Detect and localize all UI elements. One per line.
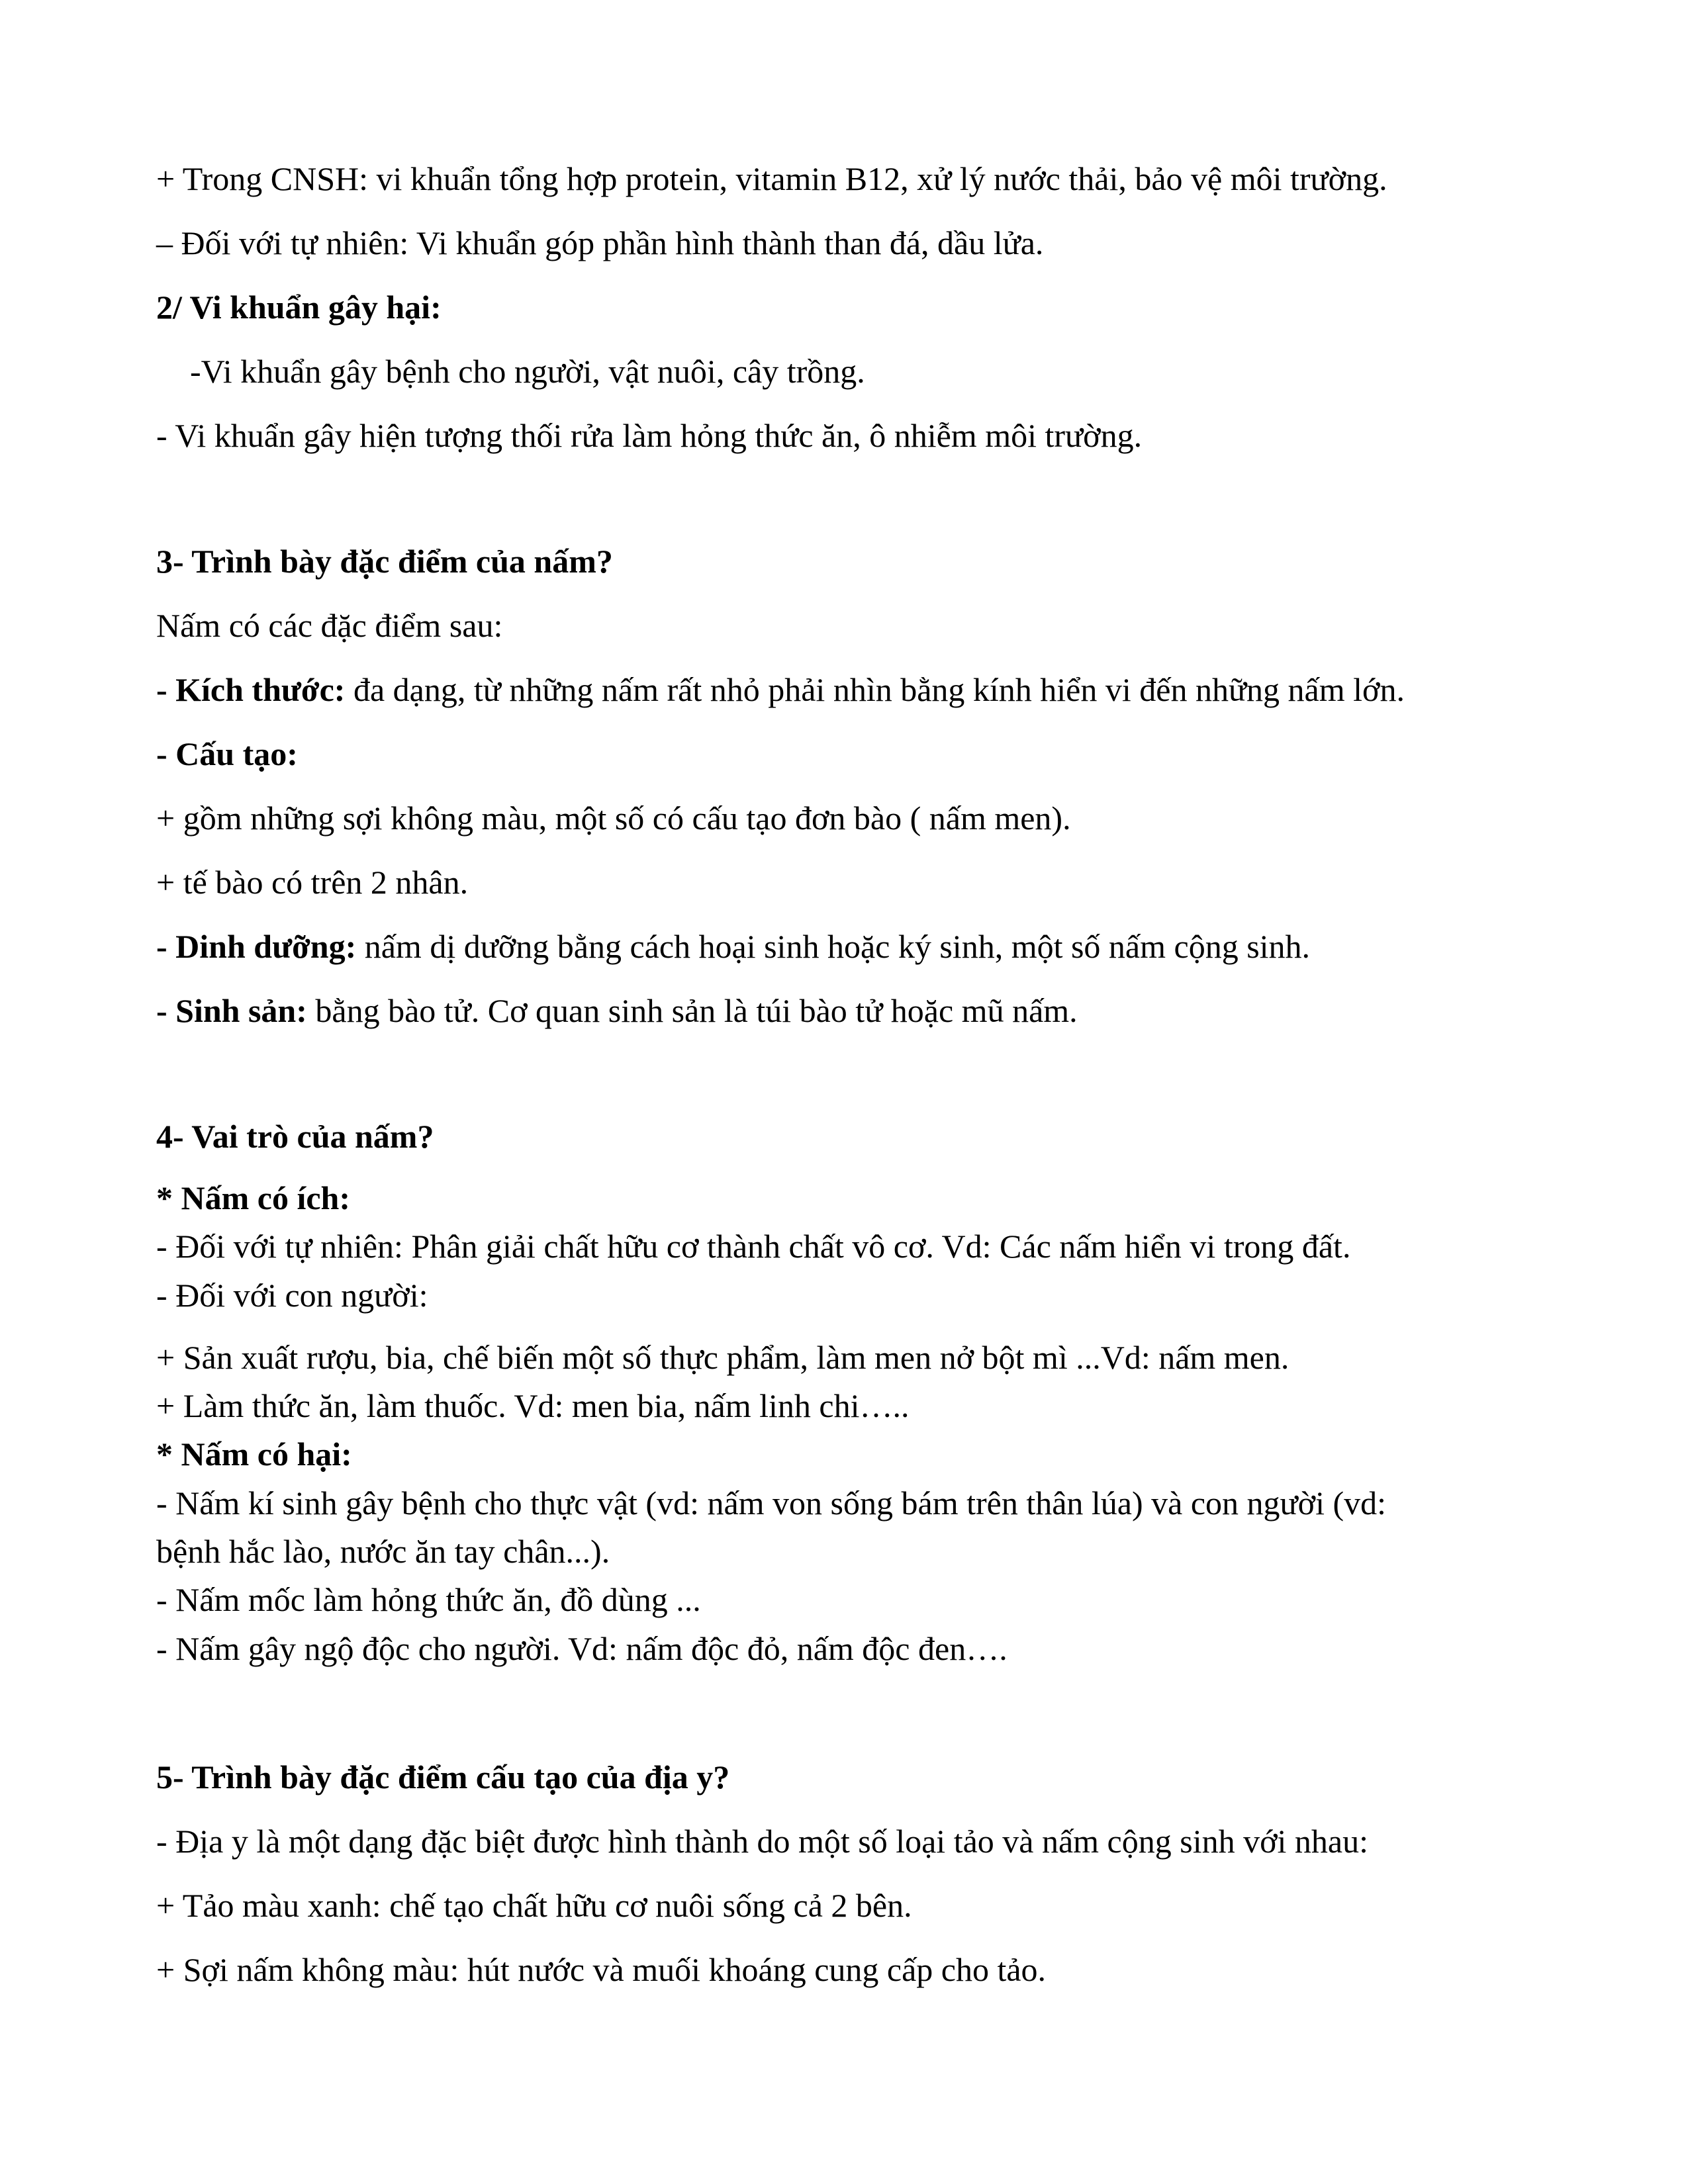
harmful-bacteria-item-2: - Vi khuẩn gây hiện tượng thối rửa làm hỏng thức ăn, ô nhiễm môi trường. [156, 417, 1143, 454]
harmful-fungi-item-3: - Nấm gây ngộ độc cho người. Vd: nấm độc đỏ, nấm độc đen…. [156, 1630, 1008, 1667]
fungi-nutrition-line [156, 930, 1310, 963]
useful-fungi-item-3: + Sản xuất rượu, bia, chế biến một số thực phẩm, làm men nở bột mì ...Vd: nấm men. [156, 1339, 1289, 1376]
section-3-intro: Nấm có các đặc điểm sau: [156, 607, 503, 644]
fungi-size-line [156, 673, 1405, 706]
harmful-fungi-item-1a: - Nấm kí sinh gây bệnh cho thực vật (vd: nấm von sống bám trên thân lúa) và con người (vd: [156, 1484, 1387, 1522]
fungi-structure-label: - Cấu tạo: [156, 735, 298, 772]
fungi-size-text: đa dạng, từ những nấm rất nhỏ phải nhìn bằng kính hiển vi đến những nấm lớn. [345, 671, 1405, 708]
harmful-fungi-item-2: - Nấm mốc làm hỏng thức ăn, đồ dùng ... [156, 1581, 701, 1618]
fungi-structure-item-2: + tế bào có trên 2 nhân. [156, 864, 469, 901]
useful-fungi-item-4: + Làm thức ăn, làm thuốc. Vd: men bia, nấm linh chi….. [156, 1387, 910, 1424]
bacteria-biotech-line: + Trong CNSH: vi khuẩn tổng hợp protein, vitamin B12, xử lý nước thải, bảo vệ môi trường. [156, 160, 1387, 197]
fungi-reproduction-text: bằng bào tử. Cơ quan sinh sản là túi bào tử hoặc mũ nấm. [306, 992, 1078, 1029]
fungi-nutrition-label: - Dinh dưỡng: [156, 928, 357, 965]
section-4-heading: 4- Vai trò của nấm? [156, 1118, 434, 1155]
fungi-reproduction-label: - Sinh sản: [156, 992, 307, 1029]
harmful-fungi-heading: * Nấm có hại: [156, 1435, 352, 1473]
lichen-line-2: + Tảo màu xanh: chế tạo chất hữu cơ nuôi sống cả 2 bên. [156, 1887, 912, 1924]
useful-fungi-heading: * Nấm có ích: [156, 1179, 350, 1216]
fungi-nutrition-text: nấm dị dưỡng bằng cách hoại sinh hoặc ký sinh, một số nấm cộng sinh. [356, 928, 1311, 965]
harmful-bacteria-heading: 2/ Vi khuẩn gây hại: [156, 289, 442, 326]
harmful-fungi-item-1b: bệnh hắc lào, nước ăn tay chân...). [156, 1533, 610, 1570]
fungi-reproduction-line [156, 994, 1078, 1027]
useful-fungi-item-1: - Đối với tự nhiên: Phân giải chất hữu cơ thành chất vô cơ. Vd: Các nấm hiển vi trong đất. [156, 1228, 1351, 1265]
useful-fungi-item-2: - Đối với con người: [156, 1277, 428, 1314]
bacteria-nature-line: – Đối với tự nhiên: Vi khuẩn góp phần hình thành than đá, dầu lửa. [156, 224, 1044, 261]
fungi-structure-item-1: + gồm những sợi không màu, một số có cấu tạo đơn bào ( nấm men). [156, 799, 1071, 837]
harmful-bacteria-item-1: -Vi khuẩn gây bệnh cho người, vật nuôi, cây trồng. [190, 353, 865, 390]
section-5-heading: 5- Trình bày đặc điểm cấu tạo của địa y? [156, 1758, 730, 1796]
lichen-line-3: + Sợi nấm không màu: hút nước và muối khoáng cung cấp cho tảo. [156, 1951, 1047, 1988]
lichen-line-1: - Địa y là một dạng đặc biệt được hình thành do một số loại tảo và nấm cộng sinh với nhau: [156, 1823, 1369, 1860]
section-3-heading: 3- Trình bày đặc điểm của nấm? [156, 543, 613, 580]
fungi-size-label: - Kích thước: [156, 671, 346, 708]
